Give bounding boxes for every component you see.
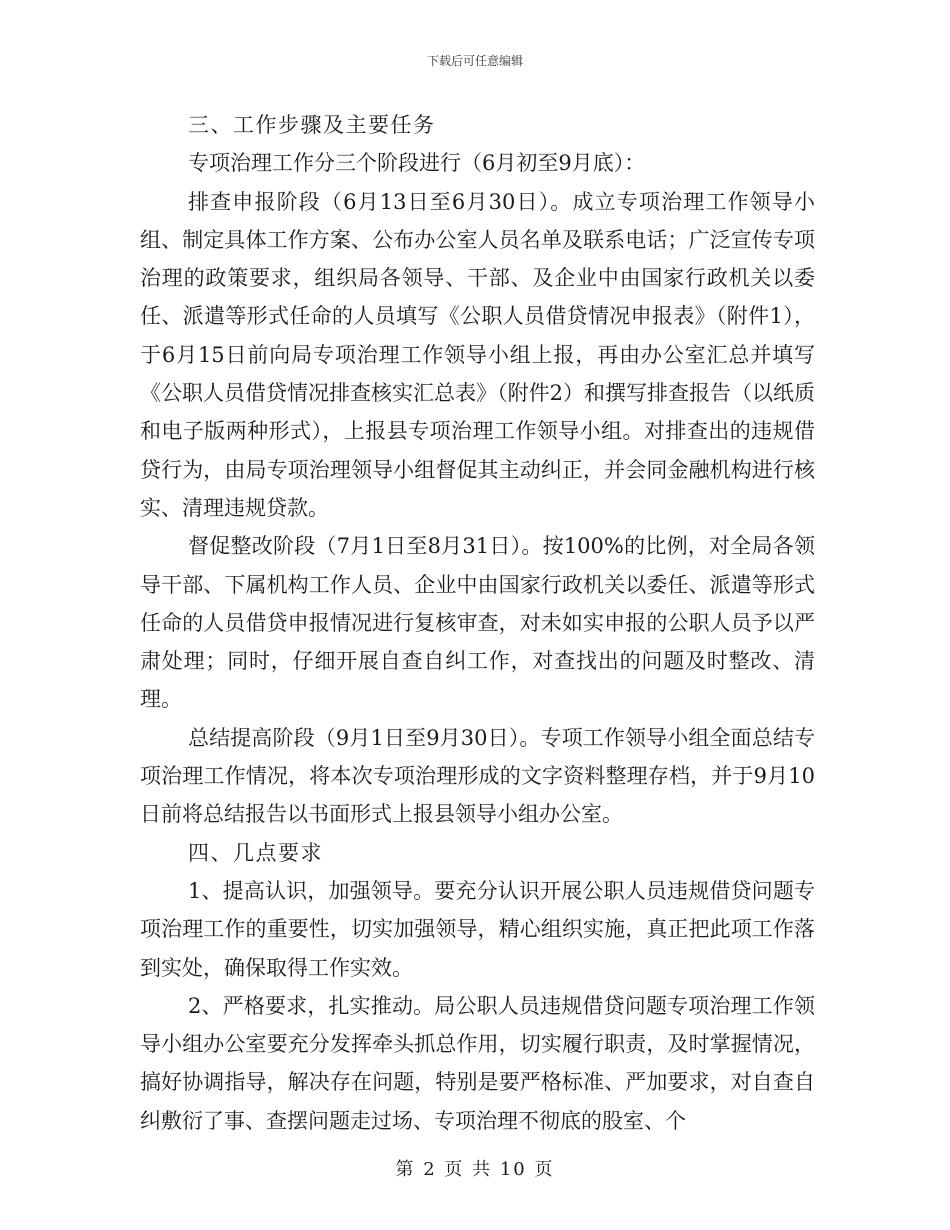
document-body bbox=[140, 106, 815, 1140]
paragraph-requirement-1: 1、提高认识，加强领导。要充分认识开展公职人员违规借贷问题专项治理工作的重要性，切实加强领导，精心组织实施，真正把此项工作落到实处，确保取得工作实效。 bbox=[140, 878, 815, 980]
page-number-footer: 第 2 页 共 10 页 bbox=[395, 1159, 555, 1180]
section-heading-requirements: 四、几点要求 bbox=[188, 840, 323, 865]
paragraph-stage-rectification: 督促整改阶段（7月1日至8月31日）。按100%的比例，对全局各领导干部、下属机构工作人员、企业中由国家行政机关以委任、派遣等形式任命的人员借贷申报情况进行复核审查，对未如实申报的公职人员予以严肃处理；同时，仔细开展自查自纠工作，对查找出的问题及时整改、清理。 bbox=[140, 534, 815, 712]
page-header: 下载后可任意编辑 bbox=[426, 54, 523, 68]
paragraph-stage-investigation: 排查申报阶段（6月13日至6月30日）。成立专项治理工作领导小组、制定具体工作方案、公布办公室人员名单及联系电话；广泛宣传专项治理的政策要求，组织局各领导、干部、及企业中由国家行政机关以委任、派遣等形式任命的人员填写《公职人员借贷情况申报表》（附件1），于6月15日前向局专项治理工作领导小组上报，再由办公室汇总并填写《公职人员借贷情况排查核实汇总表》（附件2）和撰写排查报告（以纸质和电子版两种形式），上报县专项治理工作领导小组。对排查出的违规借贷行为，由局专项治理领导小组督促其主动纠正，并会同金融机构进行核实、清理违规贷款。 bbox=[140, 189, 815, 520]
paragraph-intro: 专项治理工作分三个阶段进行（6月初至9月底）： bbox=[188, 151, 646, 176]
paragraph-stage-summary: 总结提高阶段（9月1日至9月30日）。专项工作领导小组全面总结专项治理工作情况，将本次专项治理形成的文字资料整理存档，并于9月10日前将总结报告以书面形式上报县领导小组办公室。 bbox=[140, 725, 815, 827]
section-heading-work-steps: 三、工作步骤及主要任务 bbox=[188, 113, 436, 137]
paragraph-requirement-2: 2、严格要求，扎实推动。局公职人员违规借贷问题专项治理工作领导小组办公室要充分发挥牵头抓总作用，切实履行职责，及时掌握情况，搞好协调指导，解决存在问题，特别是要严格标准、严加要求，对自查自纠敷衍了事、查摆问题走过场、专项治理不彻底的股室、个 bbox=[140, 993, 815, 1133]
